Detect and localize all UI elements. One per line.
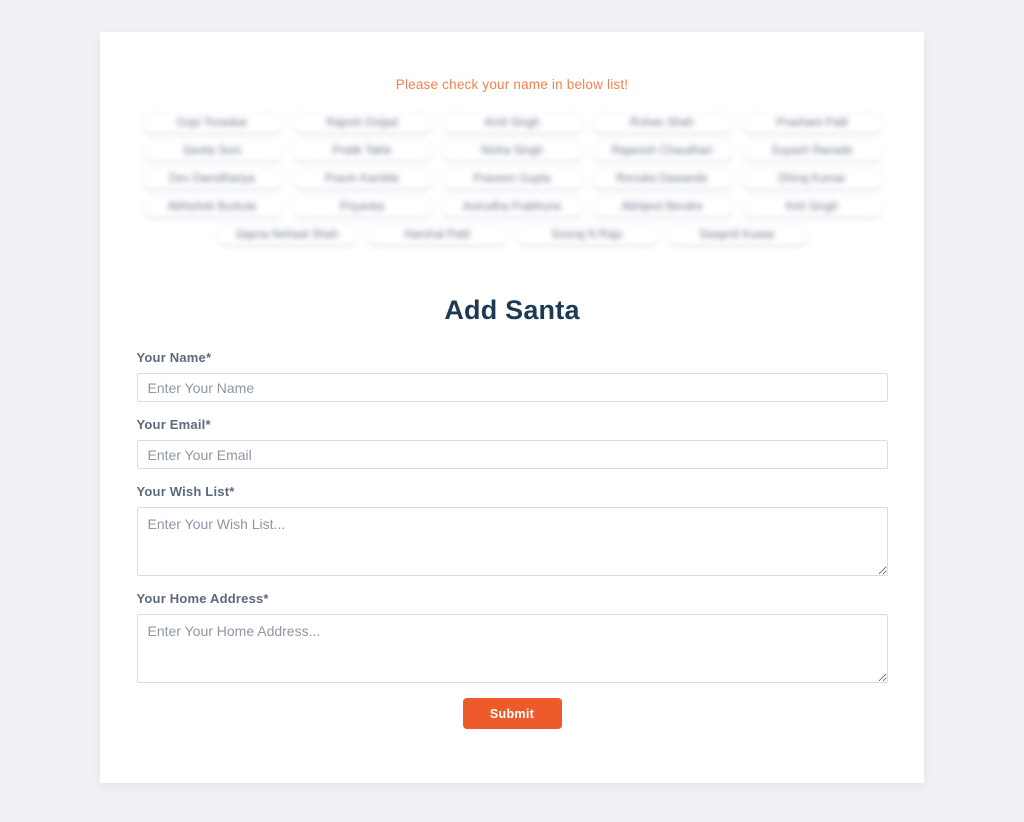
santa-name-chip[interactable]: Swapnil Kuwar	[666, 224, 809, 247]
santa-name-chip[interactable]: Kirti Singh	[741, 196, 884, 219]
form-title: Add Santa	[444, 295, 580, 325]
santa-name-chip[interactable]: Anirudha Prabhune	[441, 196, 584, 219]
submit-button[interactable]: Submit	[463, 698, 562, 729]
home-address-label: Your Home Address*	[136, 591, 269, 606]
santa-name-chip[interactable]: Savita Soni	[141, 140, 284, 163]
santa-name-chip[interactable]: Dev Damdhariya	[141, 168, 284, 191]
santa-name-chip[interactable]: Gopi Toraskar	[141, 112, 284, 135]
santa-name-chip[interactable]: Sooraj N Raju	[516, 224, 659, 247]
santa-name-chip[interactable]: Nisha Singh	[441, 140, 584, 163]
email-label: Your Email*	[136, 417, 211, 432]
name-label: Your Name*	[136, 350, 212, 365]
santa-name-chip[interactable]: Pravin Kamble	[291, 168, 434, 191]
santa-name-chip[interactable]: Harshal Patil	[366, 224, 509, 247]
email-input[interactable]	[137, 440, 888, 469]
santa-name-chip[interactable]: Priyanka	[291, 196, 434, 219]
santa-name-chip[interactable]: Rohan Shah	[591, 112, 734, 135]
santa-names-list	[137, 112, 887, 247]
check-name-notice: Please check your name in below list!	[395, 77, 629, 92]
santa-name-chip[interactable]: Renuka Dawande	[591, 168, 734, 191]
santa-name-chip[interactable]: Rajesh Doijad	[291, 112, 434, 135]
wish-list-textarea[interactable]	[137, 507, 888, 576]
santa-name-chip[interactable]: Dhiraj Kumar	[741, 168, 884, 191]
name-input[interactable]	[137, 373, 888, 402]
wish-list-label: Your Wish List*	[136, 484, 235, 499]
santa-name-chip[interactable]: Abhishek Burkule	[141, 196, 284, 219]
add-santa-card	[100, 32, 924, 783]
santa-name-chip[interactable]: Pratik Takle	[291, 140, 434, 163]
santa-name-chip[interactable]: Abhijeet Bendre	[591, 196, 734, 219]
santa-name-chip[interactable]: Praveen Gupta	[441, 168, 584, 191]
santa-name-chip[interactable]: Prashant Patil	[741, 112, 884, 135]
add-santa-form	[137, 350, 888, 729]
santa-name-chip[interactable]: Suyash Ranade	[741, 140, 884, 163]
home-address-textarea[interactable]	[137, 614, 888, 683]
santa-name-chip[interactable]: Amit Singh	[441, 112, 584, 135]
submit-row	[137, 698, 888, 729]
santa-name-chip[interactable]: Sapna Nehaal Shah	[216, 224, 359, 247]
santa-name-chip[interactable]: Rajanish Chaudhari	[591, 140, 734, 163]
